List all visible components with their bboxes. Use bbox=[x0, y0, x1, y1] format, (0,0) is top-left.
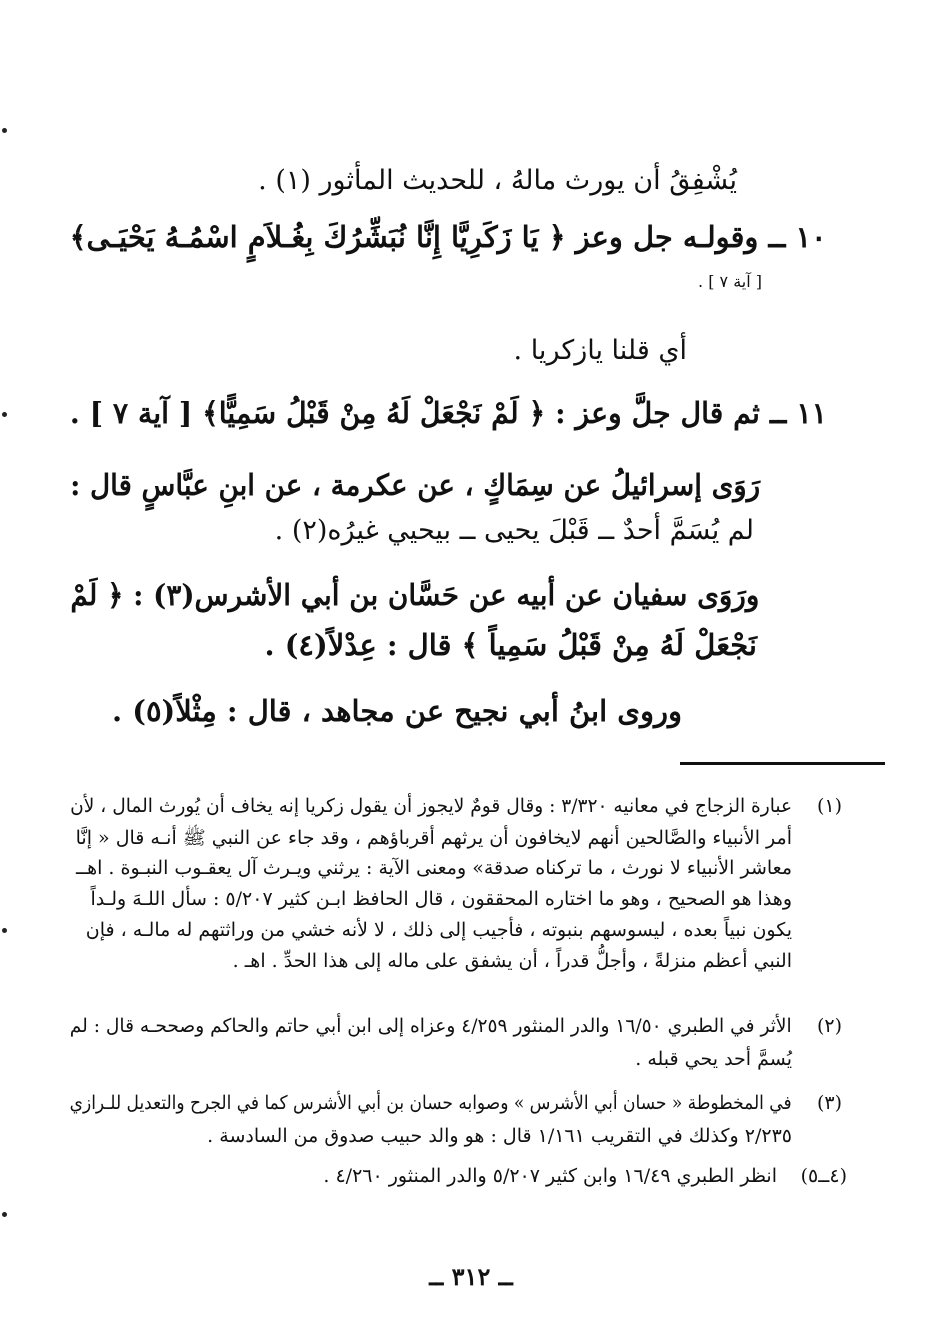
body-line-1: يُشْفِقُ أن يورث مالهُ ، للحديث المأثور (١) . bbox=[258, 165, 737, 196]
footnote-1-line-3: معاشر الأنبياء لا نورث ، ما تركناه صدقة» ومعنى الآية : يرثني ويـرث آل يعقـوب النبـوة . اهــ bbox=[75, 857, 792, 879]
footnote-2-line-1: الأثر في الطبري ١٦/٥٠ والدر المنثور ٤/٢٥٩ وعزاه إلى ابن أبي حاتم والحاكم وصححـه قال : لم bbox=[70, 1015, 792, 1037]
body-line-verse-10: ١٠ ــ وقولـه جل وعز ﴿ يَا زَكَرِيَّا إِنَّا نُبَشِّرُكَ بِغُـلاَمٍ اسْمُـهُ يَحْيَـى﴾ bbox=[70, 220, 827, 254]
body-line-ayah-ref: [ آية ٧ ] . bbox=[698, 272, 762, 291]
footnote-1-line-6: النبي أعظم منزلةً ، وأجلُّ قدراً ، أن يشفق على ماله إلى هذا الحدِّ . اهـ . bbox=[232, 950, 792, 972]
body-line-verse-11: ١١ ــ ثم قال جلَّ وعز : ﴿ لَمْ نَجْعَلْ لَهُ مِنْ قَبْلُ سَمِيًّا﴾ [ آية ٧ ] . bbox=[70, 396, 827, 430]
page-number: ــ ٣١٢ ــ bbox=[429, 1262, 513, 1291]
body-line-narration-3: ورَوَى سفيان عن أبيه عن حَسَّان بن أبي الأشرس(٣) : ﴿ لَمْ bbox=[70, 578, 759, 612]
footnote-1-line-2: أمر الأنبياء والصَّالحين أنهم لايخافون أن يرثهم أقرباؤهم ، وقد جاء عن النبي ﷺ أنـه قال « إنَّا bbox=[75, 827, 792, 849]
footnote-3-line-1: في المخطوطة « حسان أبي الأشرس » وصوابه حسان بن أبي الأشرس كما في الجرح والتعديل للـرازي bbox=[70, 1092, 792, 1114]
body-line-narration-2: لم يُسَمَّ أحدٌ ــ قَبْلَ يحيى ــ بيحيي غيرُه(٢) . bbox=[274, 515, 754, 546]
footnote-number-4-5: (٤ــ٥) bbox=[800, 1165, 847, 1187]
body-line-explanation: أي قلنا يازكريا . bbox=[513, 335, 687, 366]
body-line-narration-1: رَوَى إسرائيلُ عن سِمَاكٍ ، عن عكرمة ، عن ابنِ عبَّاسٍ قال : bbox=[70, 468, 760, 502]
footnote-2-line-2: يُسمَّ أحد يحي قبله . bbox=[635, 1048, 792, 1070]
body-line-narration-4: نَجْعَلْ لَهُ مِنْ قَبْلُ سَمِياً ﴾ قال : عِدْلاً(٤) . bbox=[264, 628, 757, 662]
footnote-1-line-5: يكون نبياً بعده ، ليسوسهم بنبوته ، فأجيب إلى ذلك ، لا لأنه خشي من وراثتهم له مالـه ، فإن bbox=[85, 919, 792, 941]
footnote-number-1: (١) bbox=[816, 795, 842, 817]
scan-mark bbox=[2, 128, 7, 133]
footnote-number-2: (٢) bbox=[816, 1015, 842, 1037]
body-line-narration-5: وروى ابنُ أبي نجيح عن مجاهد ، قال : مِثْلاً(٥) . bbox=[112, 694, 682, 728]
footnote-3-line-2: ٢/٢٣٥ وكذلك في التقريب ١/١٦١ قال : هو والد حبيب صدوق من السادسة . bbox=[207, 1125, 792, 1147]
footnote-number-3: (٣) bbox=[816, 1092, 842, 1114]
scan-mark bbox=[2, 1212, 7, 1217]
footnote-1-line-4: وهذا هو الصحيح ، وهو ما اختاره المحققون ، قال الحافظ ابـن كثير ٥/٢٠٧ : سأل اللـهَ ولـداً bbox=[90, 888, 792, 910]
footnote-4-5-line-1: انظر الطبري ١٦/٤٩ وابن كثير ٥/٢٠٧ والدر المنثور ٤/٢٦٠ . bbox=[323, 1165, 777, 1187]
scan-mark bbox=[2, 412, 7, 417]
footnote-separator bbox=[680, 762, 885, 765]
footnote-1-line-1: عبارة الزجاج في معانيه ٣/٣٢٠ : وقال قومٌ لايجوز أن يقول زكريا إنه يخاف أن يُورث المال ، لأن bbox=[70, 795, 792, 817]
scan-mark bbox=[2, 928, 7, 933]
